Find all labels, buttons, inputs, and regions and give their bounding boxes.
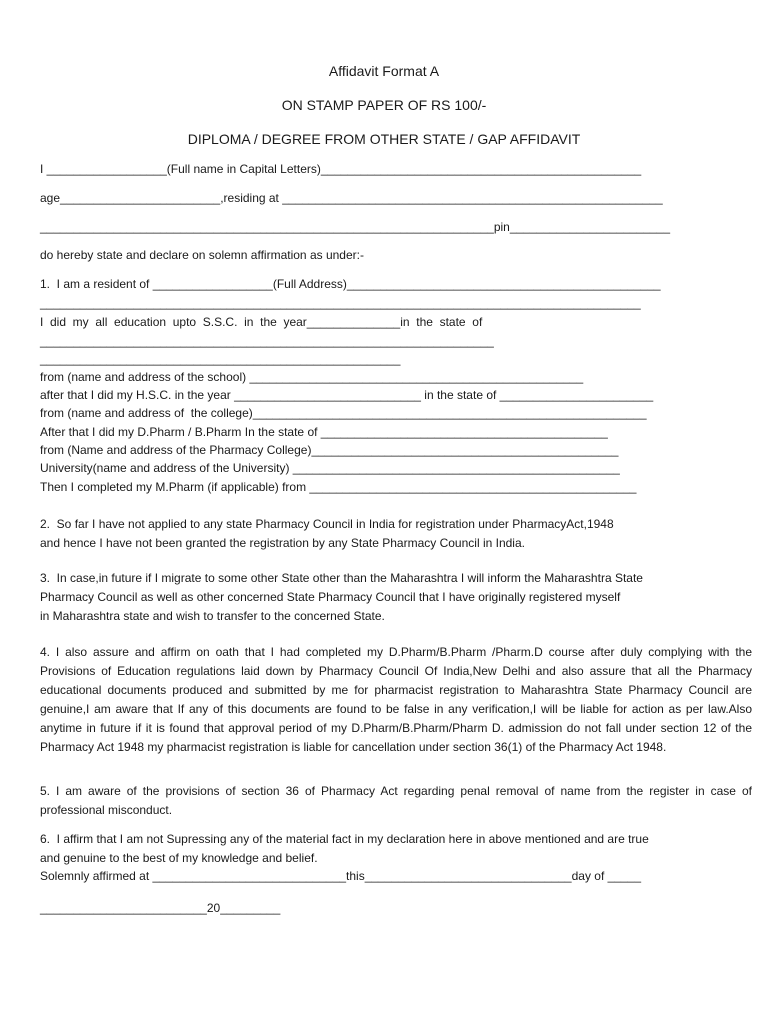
college-line: from (name and address of the college)___________________________________________________________ [40, 406, 647, 420]
address-continuation-line: __________________________________________________________________________________________ [40, 296, 641, 310]
university-line: University(name and address of the University) _________________________________________________ [40, 461, 620, 475]
stamp-heading: ON STAMP PAPER OF RS 100/- [281, 97, 487, 113]
format-title: Affidavit Format A [328, 63, 440, 79]
declaration-line: do hereby state and declare on solemn affirmation as under:- [40, 248, 364, 262]
point3-line2: Pharmacy Council as well as other concerned State Pharmacy Council that I have originally registered myself [40, 590, 621, 604]
name-line: I __________________(Full name in Capital Letters)________________________________________________ [40, 162, 642, 176]
resident-line: 1. I am a resident of __________________(Full Address)_______________________________________________ [40, 277, 661, 291]
point2-line2: and hence I have not been granted the registration by any State Pharmacy Council in India. [40, 536, 525, 550]
subject-heading: DIPLOMA / DEGREE FROM OTHER STATE / GAP AFFIDAVIT [187, 131, 581, 147]
dpharm-line: After that I did my D.Pharm / B.Pharm In the state of ___________________________________________ [40, 425, 608, 439]
education-line: I did my all education upto S.S.C. in the year______________in the state of [40, 315, 483, 329]
pin-line: ____________________________________________________________________pin________________________ [40, 220, 671, 234]
point4-paragraph: 4. I also assure and affirm on oath that I had completed my D.Pharm/B.Pharm /Pharm.D course after duly complying with the Provisions of Education regulations laid down by Pharmacy Council Of India,New Delhi and also assure that all the Pharmacy educational documents produced and submitted by me for pharmacist registration to Maharashtra State Pharmacy Council are genuine,I am aware that If any of this documents are found to be false in any verification,I will be liable for action as per law.Also anytime in future if it is found that approval period of my D.Pharm/B.Pharm/Pharm D. admission do not fall under section 12 of the Pharmacy Act 1948 my pharmacist registration is liable for cancellation under section 36(1) of the Pharmacy Act 1948. [40, 645, 752, 754]
point3-line3: in Maharashtra state and wish to transfer to the concerned State. [40, 609, 385, 623]
point6-line2: and genuine to the best of my knowledge and belief. [40, 851, 318, 865]
education-blank-line-2: ______________________________________________________ [40, 352, 401, 366]
hsc-line: after that I did my H.S.C. in the year ____________________________ in the state of _______________________ [40, 388, 654, 402]
mpharm-line: Then I completed my M.Pharm (if applicable) from _________________________________________________ [40, 480, 637, 494]
point5-paragraph: 5. I am aware of the provisions of section 36 of Pharmacy Act regarding penal removal of name from the register in case of professional misconduct. [40, 784, 752, 817]
point6-line1: 6. I affirm that I am not Supressing any of the material fact in my declaration here in above mentioned and are true [40, 832, 649, 846]
point3-line1: 3. In case,in future if I migrate to some other State other than the Maharashtra I will inform the Maharashtra State [40, 571, 643, 585]
solemnly-affirmed-line: Solemnly affirmed at _____________________________this_______________________________day of _____ [40, 869, 641, 883]
age-residence-line: age________________________,residing at _________________________________________________________ [40, 191, 663, 205]
school-line: from (name and address of the school) __________________________________________________ [40, 370, 584, 384]
date-line: _________________________20_________ [40, 901, 281, 915]
pharmacy-college-line: from (Name and address of the Pharmacy College)______________________________________________ [40, 443, 619, 457]
point2-line1: 2. So far I have not applied to any state Pharmacy Council in India for registration under PharmacyAct,1948 [40, 517, 614, 531]
education-blank-line: ____________________________________________________________________ [40, 334, 494, 348]
